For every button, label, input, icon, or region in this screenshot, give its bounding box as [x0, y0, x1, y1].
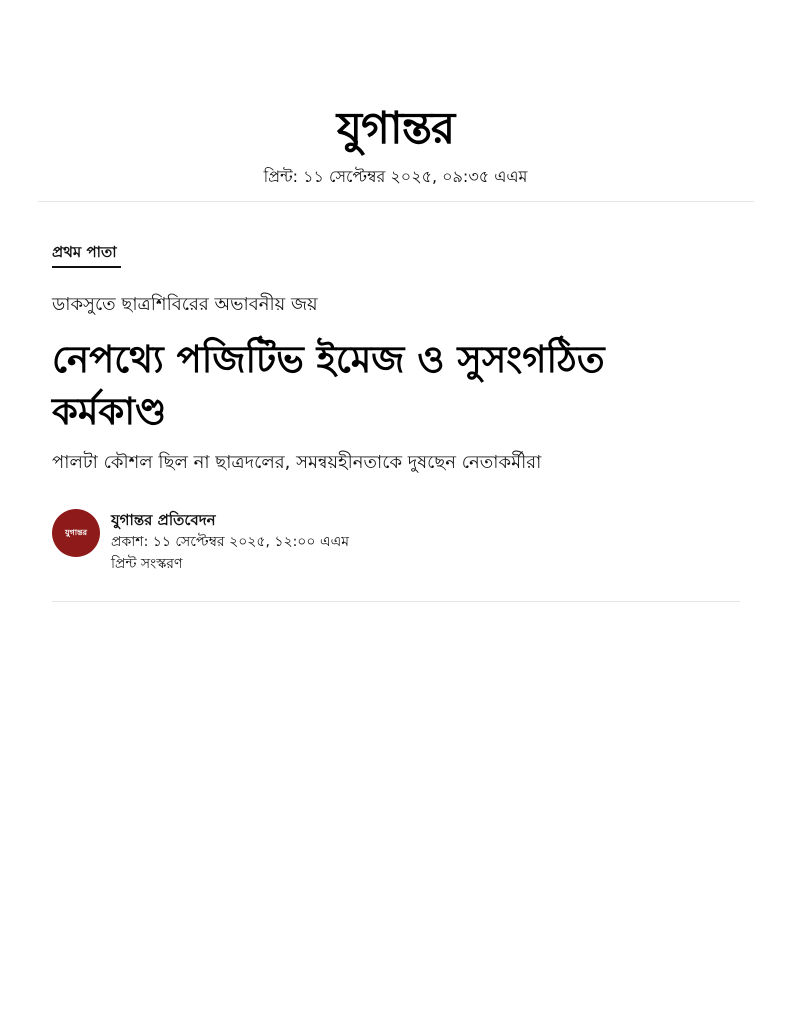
author-name[interactable]: যুগান্তর প্রতিবেদন: [111, 511, 216, 529]
article-kicker: ডাকসুতে ছাত্রশিবিরের অভাবনীয় জয়: [52, 294, 318, 315]
article-subheadline: পালটা কৌশল ছিল না ছাত্রদলের, সমন্বয়হীনতাকে দুষছেন নেতাকর্মীরা: [52, 452, 542, 473]
section-link[interactable]: প্রথম পাতা: [52, 243, 117, 261]
article-headline: নেপথ্যে পজিটিভ ইমেজ ও সুসংগঠিত কর্মকাণ্ড: [52, 338, 605, 433]
byline: [111, 509, 349, 575]
header-divider: [38, 201, 754, 202]
edition-label: প্রিন্ট সংস্করণ: [111, 556, 183, 572]
site-logo[interactable]: যুগান্তর: [336, 103, 455, 154]
section-underline: [52, 266, 121, 268]
masthead: [0, 100, 791, 158]
published-date: প্রকাশ: ১১ সেপ্টেম্বর ২০২৫, ১২:০০ এএম: [111, 534, 350, 550]
author-avatar: [52, 509, 100, 557]
avatar-logo-text: যুগান্তর: [64, 526, 88, 537]
byline-divider: [52, 601, 740, 602]
print-date: প্রিন্ট: ১১ সেপ্টেম্বর ২০২৫, ০৯:৩৫ এএম: [263, 167, 528, 186]
